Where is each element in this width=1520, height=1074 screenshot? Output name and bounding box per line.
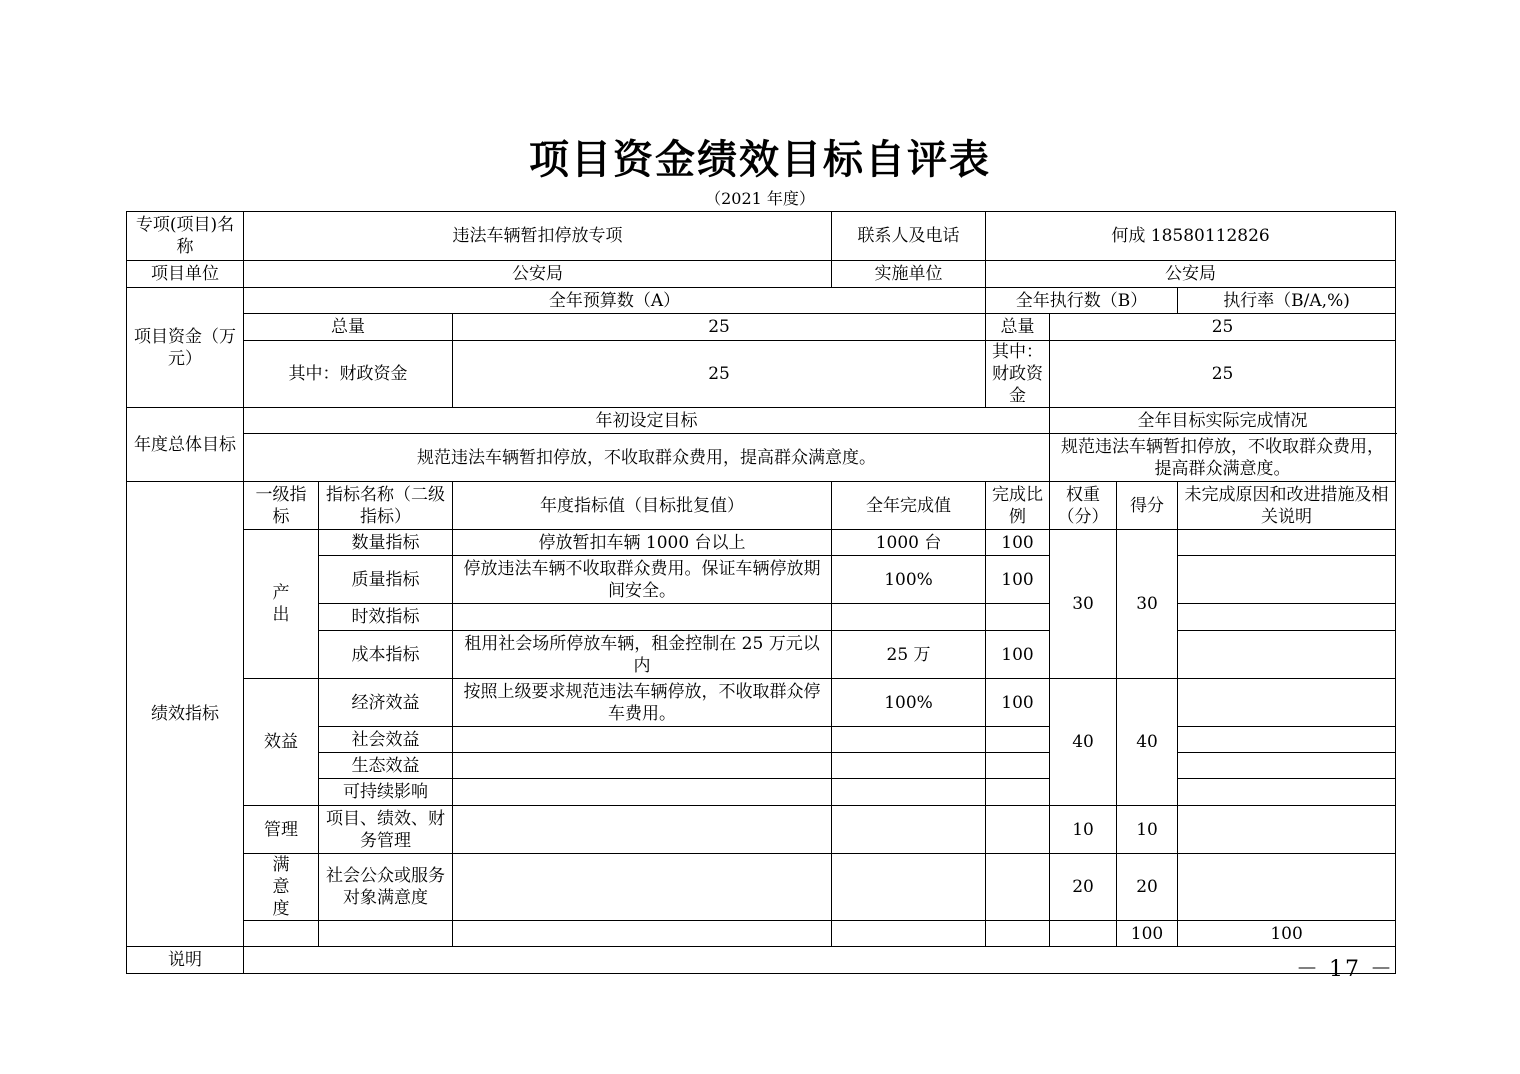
page-number: － 17 －: [1296, 957, 1394, 982]
output-score: 30: [1117, 530, 1178, 679]
project-name-value: 违法车辆暂扣停放专项: [244, 212, 832, 261]
indicator-value-sustainable: [453, 779, 832, 806]
indicator-completion-sustainable: [832, 779, 986, 806]
project-unit-label: 项目单位: [127, 261, 244, 288]
budget-fiscal-value: 25: [453, 341, 986, 408]
indicator-ratio-cost: 100: [986, 631, 1050, 679]
reason-cell: [1178, 556, 1396, 604]
output-category: 产出: [244, 530, 319, 679]
indicator-value-social: [453, 727, 832, 753]
satisfaction-category: 满意度: [244, 854, 319, 921]
indicator-ratio-management: [986, 806, 1050, 854]
indicator-value-ecological: [453, 753, 832, 779]
reason-cell: [1178, 854, 1396, 921]
exec-fiscal-value: 25: [1050, 341, 1396, 408]
reason-cell: [1178, 806, 1396, 854]
indicator-name-ecological: 生态效益: [319, 753, 453, 779]
reason-cell: [1178, 779, 1396, 806]
annual-value-header: 年度指标值（目标批复值）: [453, 482, 832, 530]
reason-cell: [1178, 753, 1396, 779]
initial-goal-header: 年初设定目标: [244, 408, 1050, 434]
perf-indicators-label: 绩效指标: [127, 482, 244, 947]
indicator-completion-social: [832, 727, 986, 753]
budget-fiscal-label: 其中：财政资金: [244, 341, 453, 408]
initial-goal-text: 规范违法车辆暂扣停放，不收取群众费用，提高群众满意度。: [244, 434, 1050, 482]
reason-cell: [1178, 727, 1396, 753]
indicator-value-economic: 按照上级要求规范违法车辆停放，不收取群众停车费用。: [453, 679, 832, 727]
indicator-value-quantity: 停放暂扣车辆 1000 台以上: [453, 530, 832, 556]
reason-cell: [1178, 604, 1396, 631]
annual-goal-label: 年度总体目标: [127, 408, 244, 482]
indicator-ratio-ecological: [986, 753, 1050, 779]
indicator-value-cost: 租用社会场所停放车辆，租金控制在 25 万元以内: [453, 631, 832, 679]
indicator-ratio-economic: 100: [986, 679, 1050, 727]
indicator-name-management: 项目、绩效、财务管理: [319, 806, 453, 854]
completion-value-header: 全年完成值: [832, 482, 986, 530]
indicator-value-quality: 停放违法车辆不收取群众费用。保证车辆停放期间安全。: [453, 556, 832, 604]
reason-cell: [1178, 530, 1396, 556]
output-weight: 30: [1050, 530, 1117, 679]
project-unit-value: 公安局: [244, 261, 832, 288]
total-blank-cell: [453, 921, 832, 947]
total-blank-cell: [986, 921, 1050, 947]
funds-label: 项目资金（万元）: [127, 288, 244, 408]
reason-cell: [1178, 631, 1396, 679]
budget-total-value: 25: [453, 314, 986, 341]
indicator-completion-cost: 25 万: [832, 631, 986, 679]
executed-header: 全年执行数（B）: [986, 288, 1178, 314]
reason-cell: [1178, 679, 1396, 727]
indicator-name-economic: 经济效益: [319, 679, 453, 727]
impl-unit-label: 实施单位: [832, 261, 986, 288]
indicator-ratio-satisfaction: [986, 854, 1050, 921]
management-category: 管理: [244, 806, 319, 854]
indicator-name-satisfaction: 社会公众或服务对象满意度: [319, 854, 453, 921]
indicator-name-timeliness: 时效指标: [319, 604, 453, 631]
indicator-ratio-timeliness: [986, 604, 1050, 631]
impl-unit-value: 公安局: [986, 261, 1396, 288]
self-evaluation-table: [126, 211, 1396, 974]
benefit-score: 40: [1117, 679, 1178, 806]
score-header: 得分: [1117, 482, 1178, 530]
total-blank-cell: [832, 921, 986, 947]
indicator-name-social: 社会效益: [319, 727, 453, 753]
page-title: 项目资金绩效目标自评表: [529, 136, 991, 183]
management-score: 10: [1117, 806, 1178, 854]
satisfaction-weight: 20: [1050, 854, 1117, 921]
level1-header: 一级指标: [244, 482, 319, 530]
indicator-completion-quality: 100%: [832, 556, 986, 604]
total-weight: 100: [1117, 921, 1178, 947]
total-blank-cell: [244, 921, 319, 947]
contact-value: 何成 18580112826: [986, 212, 1396, 261]
total-blank-cell: [1050, 921, 1117, 947]
note-value: [244, 947, 1396, 974]
note-label: 说明: [127, 947, 244, 974]
exec-total-label: 总量: [986, 314, 1050, 341]
indicator-completion-management: [832, 806, 986, 854]
weight-header: 权重（分）: [1050, 482, 1117, 530]
satisfaction-score: 20: [1117, 854, 1178, 921]
project-name-label: 专项(项目)名称: [127, 212, 244, 261]
indicator-value-timeliness: [453, 604, 832, 631]
indicator-completion-satisfaction: [832, 854, 986, 921]
indicator-name-quality: 质量指标: [319, 556, 453, 604]
indicator-name-header: 指标名称（二级指标）: [319, 482, 453, 530]
management-weight: 10: [1050, 806, 1117, 854]
indicator-ratio-quality: 100: [986, 556, 1050, 604]
indicator-completion-ecological: [832, 753, 986, 779]
rate-header: 执行率（B/A,%): [1178, 288, 1396, 314]
exec-total-value: 25: [1050, 314, 1396, 341]
indicator-name-cost: 成本指标: [319, 631, 453, 679]
benefit-weight: 40: [1050, 679, 1117, 806]
exec-fiscal-label: 其中：财政资金: [986, 341, 1050, 408]
indicator-value-satisfaction: [453, 854, 832, 921]
reason-header: 未完成原因和改进措施及相关说明: [1178, 482, 1396, 530]
budget-total-label: 总量: [244, 314, 453, 341]
indicator-value-management: [453, 806, 832, 854]
completion-ratio-header: 完成比例: [986, 482, 1050, 530]
total-blank-cell: [319, 921, 453, 947]
actual-completion-header: 全年目标实际完成情况: [1050, 408, 1396, 434]
benefit-category: 效益: [244, 679, 319, 806]
indicator-name-sustainable: 可持续影响: [319, 779, 453, 806]
indicator-name-quantity: 数量指标: [319, 530, 453, 556]
indicator-ratio-sustainable: [986, 779, 1050, 806]
total-score: 100: [1178, 921, 1396, 947]
indicator-ratio-quantity: 100: [986, 530, 1050, 556]
actual-completion-text: 规范违法车辆暂扣停放，不收取群众费用，提高群众满意度。: [1050, 434, 1396, 482]
contact-label: 联系人及电话: [832, 212, 986, 261]
indicator-completion-economic: 100%: [832, 679, 986, 727]
year-subtitle: （2021 年度）: [705, 189, 815, 208]
indicator-completion-timeliness: [832, 604, 986, 631]
budget-header: 全年预算数（A）: [244, 288, 986, 314]
indicator-ratio-social: [986, 727, 1050, 753]
indicator-completion-quantity: 1000 台: [832, 530, 986, 556]
